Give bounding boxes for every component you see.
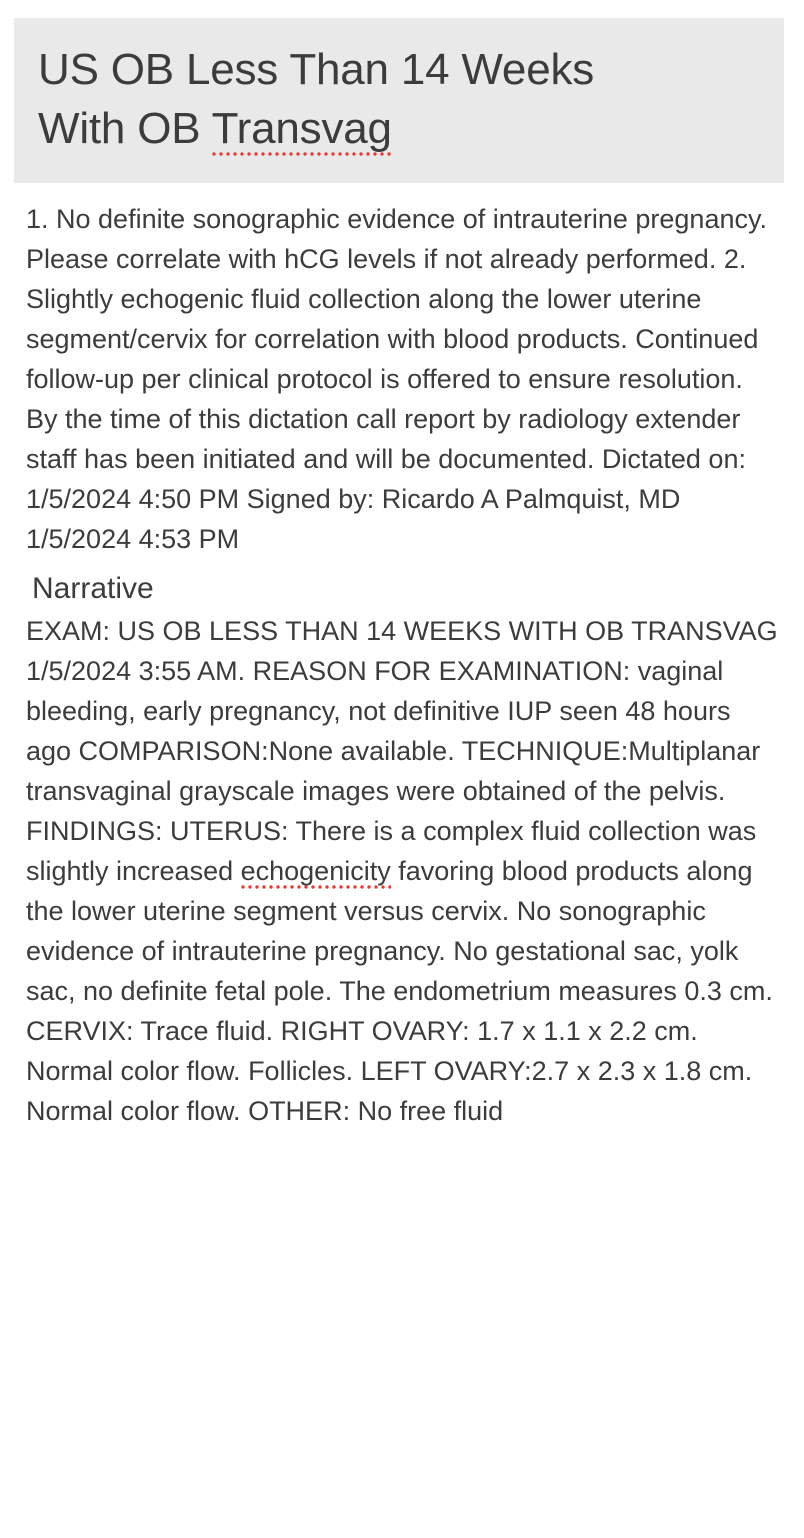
page-title-line-2-prefix: With OB — [38, 104, 212, 154]
narrative-text-part-1: EXAM: US OB LESS THAN 14 WEEKS WITH OB TRANSVAG 1/5/2024 3:55 AM. REASON FOR EXAMINATION: vaginal bleeding, early pregnancy, not definitive IUP seen 48 hours ago COMPARISON:None available. TECHNIQUE:Multiplanar transvaginal grayscale images were obtained of the pelvis. FINDINGS: UTERUS: There is a complex fluid collection was slightly increased — [26, 615, 778, 886]
report-body — [0, 183, 804, 1131]
report-page — [0, 18, 804, 1538]
page-title-line-1: US OB Less Than 14 Weeks — [38, 45, 595, 94]
page-title-misspelled-word: Transvag — [212, 104, 392, 160]
narrative-text-part-2: favoring blood products along the lower uterine segment versus cervix. No sonographic evidence of intrauterine pregnancy. No gestational sac, yolk sac, no definite fetal pole. The endometrium measures 0.3 cm. CERVIX: Trace fluid. RIGHT OVARY: 1.7 x 1.1 x 2.2 cm. Normal color flow. Follicles. LEFT OVARY:2.7 x 2.3 x 1.8 cm. Normal color flow. OTHER: No free fluid — [26, 855, 773, 1126]
report-header — [14, 18, 784, 183]
narrative-misspelled-word: echogenicity — [241, 856, 391, 893]
page-title — [38, 40, 760, 159]
impression-paragraph: 1. No definite sonographic evidence of intrauterine pregnancy. Please correlate with hCG levels if not already performed. 2. Slightly echogenic fluid collection along the lower uterine segment/cervix for correlation with blood products. Continued follow-up per clinical protocol is offered to ensure resolution. By the time of this dictation call report by radiology extender staff has been initiated and will be documented. Dictated on: 1/5/2024 4:50 PM Signed by: Ricardo A Palmquist, MD 1/5/2024 4:53 PM — [26, 203, 767, 554]
narrative-paragraph — [26, 611, 778, 1131]
narrative-section-heading: Narrative — [32, 571, 154, 605]
